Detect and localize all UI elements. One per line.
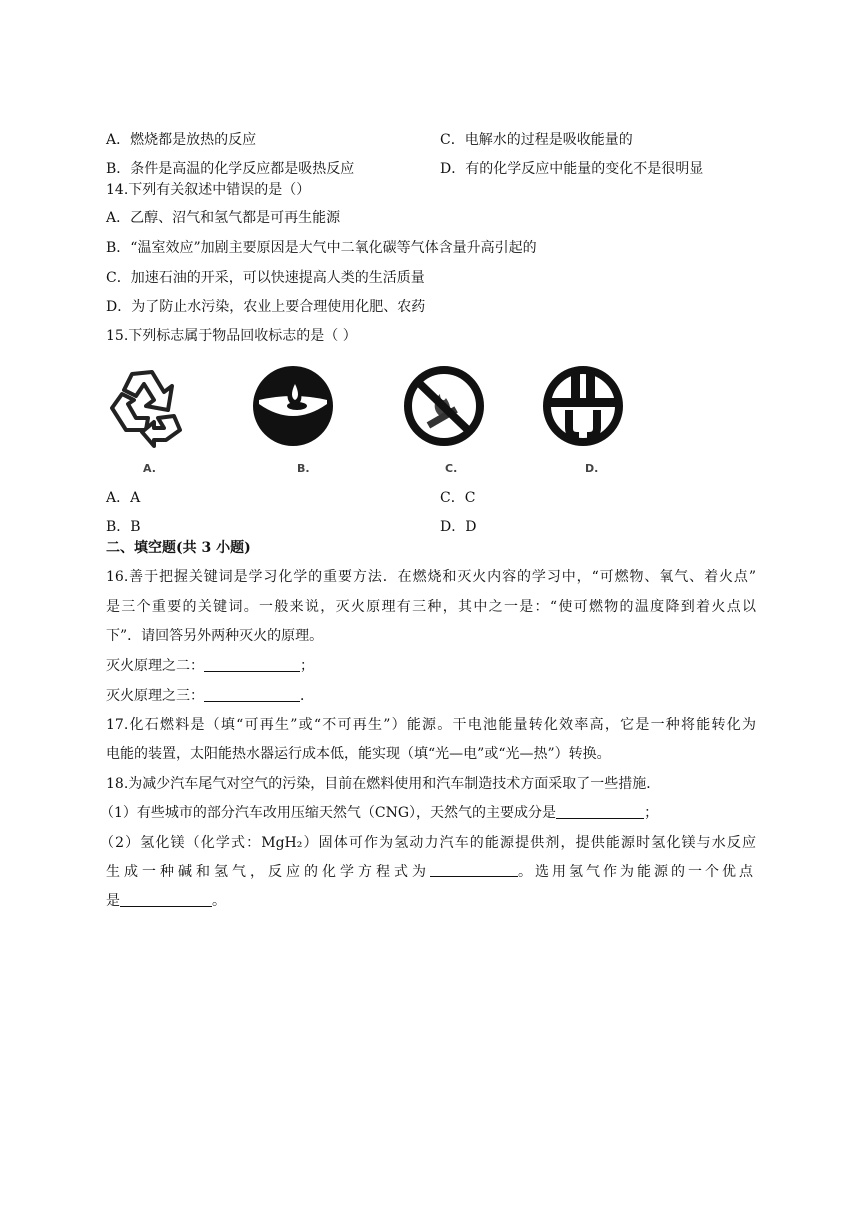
q14-option-a[interactable]: A．乙醇、沼气和氢气都是可再生能源 [106, 210, 341, 226]
q18-sub2-line-2 [106, 862, 756, 882]
q15-image-label-a: A. [143, 462, 156, 475]
q13-options-row-1 [106, 130, 756, 150]
q17-text-line-2: 电能的装置，太阳能热水器运行成本低，能实现（填“光—电”或“光—热”）转换。 [106, 746, 611, 762]
q16-blank2-label: 灭火原理之三： [106, 688, 204, 704]
q18-sub2-line2-end: 。选用氢气作为能源的一个优点 [518, 864, 756, 880]
no-fire-icon [402, 364, 486, 448]
q18-sub1-end: ； [644, 805, 659, 821]
q18-answer-blank-1[interactable] [556, 804, 644, 819]
q18-answer-blank-2[interactable] [430, 862, 518, 877]
q16-text-line-1: 16.善于把握关键词是学习化学的重要方法．在燃烧和灭火内容的学习中，“可燃物、氧气、着火点” [106, 569, 756, 585]
q18-sub1 [100, 803, 658, 823]
q16-answer-blank-1[interactable] [204, 657, 300, 672]
q14-option-c[interactable]: C．加速石油的开采，可以快速提高人类的生活质量 [106, 270, 425, 286]
q13-options-row-2 [106, 159, 756, 179]
q15-options-row-1 [106, 488, 756, 508]
q16-answer-blank-2[interactable] [204, 687, 300, 702]
q18-sub2-line3-text: 是 [106, 893, 120, 909]
q15-option-c[interactable]: C．C [440, 490, 476, 506]
q15-option-b[interactable]: B．B [106, 519, 141, 535]
q15-option-a[interactable]: A．A [106, 490, 141, 506]
water-saving-icon [541, 364, 625, 448]
q16-blank2-end: ． [300, 688, 314, 704]
q14-stem: 14.下列有关叙述中错误的是（） [106, 182, 311, 198]
q17-text-line-1: 17.化石燃料是（填“可再生”或“不可再生”）能源。干电池能量转化效率高，它是一种将能转化为 [106, 717, 756, 733]
q18-stem: 18.为减少汽车尾气对空气的污染，目前在燃料使用和汽车制造技术方面采取了一些措施． [106, 776, 661, 792]
q15-image-label-d: D. [585, 462, 599, 475]
q16-blank-row-1 [106, 656, 314, 676]
q13-option-a[interactable]: A．燃烧都是放热的反应 [106, 132, 257, 148]
q18-sub2-line-3 [106, 891, 226, 911]
q16-text-line-3: 下”．请回答另外两种灭火的原理。 [106, 628, 324, 644]
q15-stem: 15.下列标志属于物品回收标志的是（ ） [106, 328, 357, 344]
q15-image-label-b: B. [297, 462, 310, 475]
q13-option-b[interactable]: B．条件是高温的化学反应都是吸热反应 [106, 161, 355, 177]
q16-blank1-end: ； [300, 658, 314, 674]
recycle-icon [102, 364, 186, 448]
q18-answer-blank-3[interactable] [120, 892, 212, 907]
q18-sub2-line2-text: 生成一种碱和氢气，反应的化学方程式为 [106, 864, 430, 880]
q13-option-d[interactable]: D．有的化学反应中能量的变化不是很明显 [440, 161, 704, 177]
q16-text-line-2: 是三个重要的关键词。一般来说，灭火原理有三种，其中之一是：“使可燃物的温度降到着火点以 [106, 599, 756, 615]
q18-sub2-line-1: （2）氢化镁（化学式：MgH₂）固体可作为氢动力汽车的能源提供剂，提供能源时氢化镁与水反应 [100, 835, 756, 851]
q14-option-b[interactable]: B．“温室效应”加剧主要原因是大气中二氧化碳等气体含量升高引起的 [106, 240, 537, 256]
q15-options-row-2 [106, 517, 756, 537]
q15-option-d[interactable]: D．D [440, 519, 477, 535]
q14-option-d[interactable]: D．为了防止水污染，农业上要合理使用化肥、农药 [106, 299, 426, 315]
q16-blank1-label: 灭火原理之二： [106, 658, 204, 674]
q18-sub2-line3-end: 。 [212, 893, 226, 909]
q13-option-c[interactable]: C．电解水的过程是吸收能量的 [440, 132, 633, 148]
water-drop-icon [251, 364, 335, 448]
q15-image-label-c: C. [445, 462, 458, 475]
q18-sub1-text: （1）有些城市的部分汽车改用压缩天然气（CNG），天然气的主要成分是 [100, 805, 557, 821]
section-title: 二、填空题(共 3 小题) [106, 540, 251, 556]
q16-blank-row-2 [106, 686, 314, 706]
